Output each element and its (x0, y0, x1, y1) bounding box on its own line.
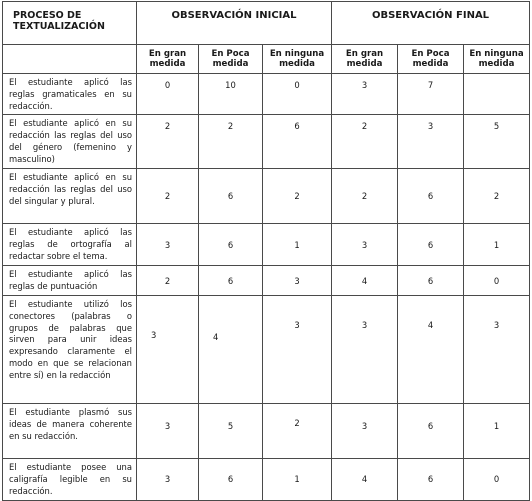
row-description: El estudiante utilizó los conectores (palabras o grupos de palabras que sirven para unir ideas expresando claramente el modo en que se relacionan entre sí) en la redacción (3, 295, 137, 403)
column-header: En ninguna medida (263, 45, 332, 74)
row-description: El estudiante aplicó en su redacción las reglas del uso del género (femenino y masculino) (3, 115, 137, 169)
table-row (3, 403, 530, 458)
column-header: En gran medida (137, 45, 199, 74)
value-cell: 6 (398, 266, 464, 296)
value-cell: 3 (263, 295, 332, 403)
table-row (3, 266, 530, 296)
column-header: En Poca medida (199, 45, 263, 74)
value-cell: 2 (263, 403, 332, 458)
value-cell: 3 (137, 403, 199, 458)
header-row-columns (3, 45, 530, 74)
value-cell: 6 (398, 224, 464, 266)
value-cell: 3 (137, 458, 199, 500)
value-cell: 2 (332, 115, 398, 169)
value-cell: 2 (137, 266, 199, 296)
value-cell: 6 (398, 458, 464, 500)
row-description: El estudiante plasmó sus ideas de manera coherente en su redacción. (3, 403, 137, 458)
row-description: El estudiante posee una caligrafía legible en su redacción. (3, 458, 137, 500)
value-cell: 4 (332, 458, 398, 500)
value-cell: 2 (464, 169, 530, 224)
value-cell: 1 (464, 403, 530, 458)
value-cell: 5 (464, 115, 530, 169)
value-cell: 2 (137, 115, 199, 169)
process-header: PROCESO DE TEXTUALIZACIÓN (3, 2, 137, 45)
value-cell: 3 (332, 74, 398, 115)
value-cell: 3 (263, 266, 332, 296)
column-header: En ninguna medida (464, 45, 530, 74)
value-cell: 2 (137, 169, 199, 224)
table-row (3, 74, 530, 115)
header-row-groups (3, 2, 530, 45)
value-cell: 3 (332, 224, 398, 266)
value-cell: 5 (199, 403, 263, 458)
value-cell: 6 (199, 169, 263, 224)
value-cell: 6 (263, 115, 332, 169)
value-cell: 6 (199, 458, 263, 500)
table-row (3, 169, 530, 224)
value-cell: 2 (199, 115, 263, 169)
value-cell: 3 (464, 295, 530, 403)
value-cell: 10 (199, 74, 263, 115)
value-cell: 1 (464, 224, 530, 266)
value-cell: 6 (199, 266, 263, 296)
header-empty-cell (3, 45, 137, 74)
value-cell: 3 (332, 295, 398, 403)
value-cell: 3 (398, 115, 464, 169)
value-cell: 1 (263, 458, 332, 500)
value-cell: 6 (199, 224, 263, 266)
column-header: En Poca medida (398, 45, 464, 74)
initial-observation-header: OBSERVACIÓN INICIAL (137, 2, 332, 45)
value-cell: 1 (263, 224, 332, 266)
table-row (3, 115, 530, 169)
value-cell: 7 (398, 74, 464, 115)
table-row (3, 458, 530, 500)
value-cell: 4 (199, 295, 263, 403)
value-cell: 0 (464, 458, 530, 500)
column-header: En gran medida (332, 45, 398, 74)
value-cell: 4 (398, 295, 464, 403)
value-cell: 0 (464, 266, 530, 296)
value-cell: 2 (332, 169, 398, 224)
table-row (3, 295, 530, 403)
value-cell: 0 (263, 74, 332, 115)
value-cell (464, 74, 530, 115)
final-observation-header: OBSERVACIÓN FINAL (332, 2, 530, 45)
table-row (3, 224, 530, 266)
row-description: El estudiante aplicó en su redacción las reglas del uso del singular y plural. (3, 169, 137, 224)
value-cell: 3 (137, 224, 199, 266)
value-cell: 3 (137, 295, 199, 403)
value-cell: 3 (332, 403, 398, 458)
value-cell: 4 (332, 266, 398, 296)
observation-table (2, 1, 530, 501)
value-cell: 0 (137, 74, 199, 115)
row-description: El estudiante aplicó las reglas de ortografía al redactar sobre el tema. (3, 224, 137, 266)
value-cell: 2 (263, 169, 332, 224)
row-description: El estudiante aplicó las reglas gramaticales en su redacción. (3, 74, 137, 115)
value-cell: 6 (398, 169, 464, 224)
value-cell: 6 (398, 403, 464, 458)
row-description: El estudiante aplicó las reglas de puntuación (3, 266, 137, 296)
